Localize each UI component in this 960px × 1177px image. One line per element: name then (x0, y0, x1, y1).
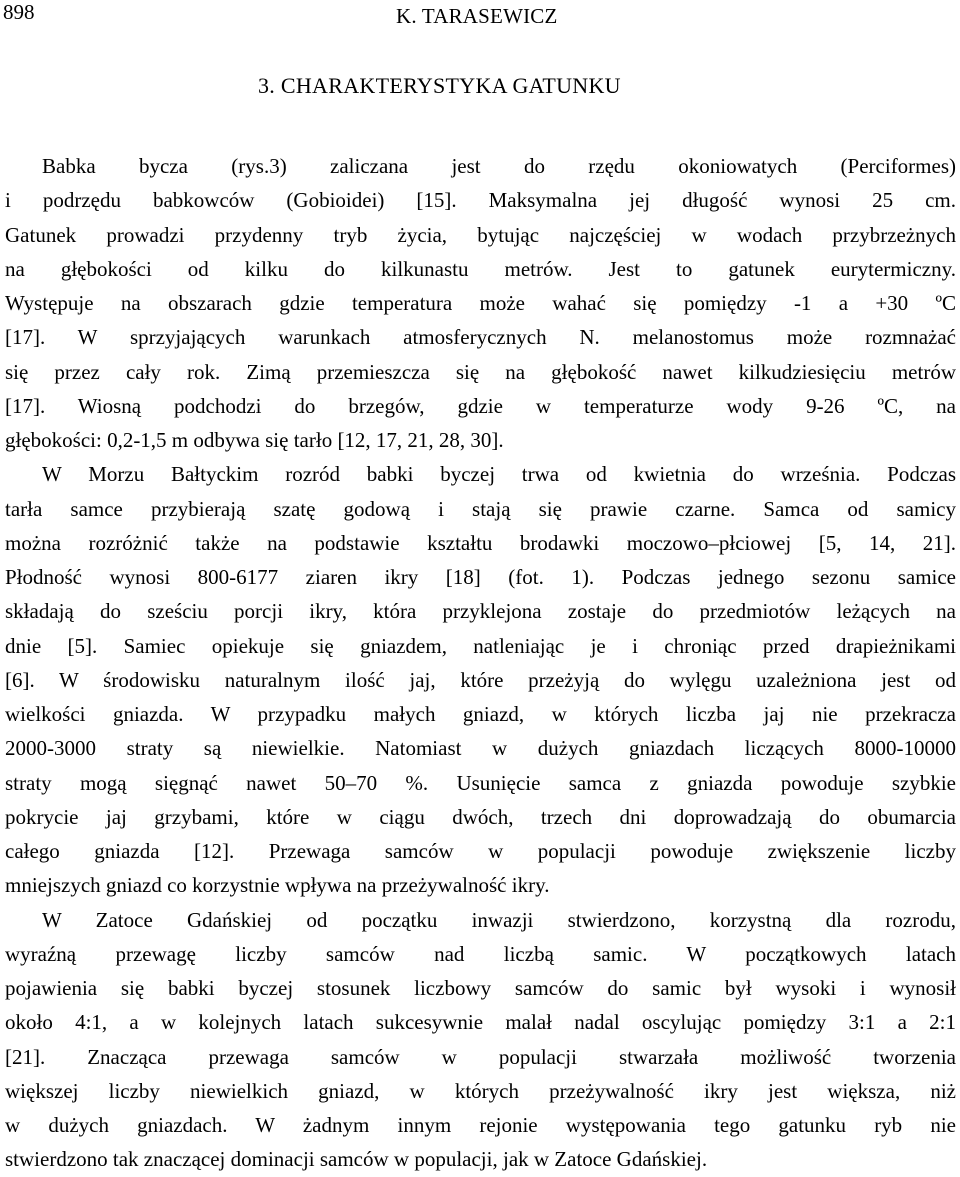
body-line: Występuje na obszarach gdzie temperatura może wahać się pomiędzy -1 a +30 ºC (5, 291, 956, 315)
body-line: i podrzędu babkowców (Gobioidei) [15]. Maksymalna jej długość wynosi 25 cm. (5, 188, 956, 213)
body-line: około 4:1, a w kolejnych latach sukcesywnie malał nadal oscylując pomiędzy 3:1 a 2:1 (5, 1010, 956, 1035)
body-line: tarła samce przybierają szatę godową i stają się prawie czarne. Samca od samicy (5, 496, 956, 521)
body-line: [17]. W sprzyjających warunkach atmosferycznych N. melanostomus może rozmnażać (5, 325, 956, 350)
body-line: się przez cały rok. Zimą przemieszcza się na głębokość nawet kilkudziesięciu metrów (5, 359, 956, 384)
body-line: na głębokości od kilku do kilkunastu metrów. Jest to gatunek eurytermiczny. (5, 256, 956, 281)
body-line: pojawienia się babki byczej stosunek liczbowy samców do samic był wysoki i wynosił (5, 976, 956, 1000)
page-number: 898 (3, 0, 35, 24)
body-line: w dużych gniazdach. W żadnym innym rejonie występowania tego gatunku ryb nie (5, 1113, 956, 1137)
body-text (5, 149, 956, 1177)
body-line: Płodność wynosi 800-6177 ziaren ikry [18] (fot. 1). Podczas jednego sezonu samice (5, 565, 956, 589)
body-line: stwierdzono tak znaczącej dominacji samców w populacji, jak w Zatoce Gdańskiej. (5, 1147, 708, 1172)
body-line: większej liczby niewielkich gniazd, w których przeżywalność ikry jest większa, niż (5, 1078, 956, 1103)
body-line: wielkości gniazda. W przypadku małych gniazd, w których liczba jaj nie przekracza (5, 702, 956, 726)
body-line: [6]. W środowisku naturalnym ilość jaj, które przeżyją do wylęgu uzależniona jest od (5, 667, 956, 692)
body-line: dnie [5]. Samiec opiekuje się gniazdem, natleniając je i chroniąc przed drapieżnikami (5, 633, 956, 658)
body-line: wyraźną przewagę liczby samców nad liczbą samic. W początkowych latach (5, 941, 956, 966)
body-line: W Zatoce Gdańskiej od początku inwazji stwierdzono, korzystną dla rozrodu, (42, 907, 956, 932)
body-line: całego gniazda [12]. Przewaga samców w populacji powoduje zwiększenie liczby (5, 839, 956, 863)
body-line: [17]. Wiosną podchodzi do brzegów, gdzie w temperaturze wody 9-26 ºC, na (5, 393, 956, 418)
body-line: W Morzu Bałtyckim rozród babki byczej trwa od kwietnia do września. Podczas (42, 462, 956, 487)
section-title: 3. CHARAKTERYSTYKA GATUNKU (258, 73, 621, 98)
body-line: 2000-3000 straty są niewielkie. Natomiast w dużych gniazdach liczących 8000-10000 (5, 736, 956, 761)
body-line: składają do sześciu porcji ikry, która przyklejona zostaje do przedmiotów leżących na (5, 599, 956, 624)
body-line: straty mogą sięgnąć nawet 50–70 %. Usunięcie samca z gniazda powoduje szybkie (5, 770, 956, 795)
body-line: głębokości: 0,2-1,5 m odbywa się tarło [12, 17, 21, 28, 30]. (5, 428, 504, 452)
body-line: można rozróżnić także na podstawie kształtu brodawki moczowo–płciowej [5, 14, 21]. (5, 530, 956, 555)
body-line: Babka bycza (rys.3) zaliczana jest do rzędu okoniowatych (Perciformes) (42, 154, 956, 178)
running-head: K. TARASEWICZ (396, 4, 558, 28)
body-line: [21]. Znacząca przewaga samców w populacji stwarzała możliwość tworzenia (5, 1044, 956, 1069)
body-line: mniejszych gniazd co korzystnie wpływa na przeżywalność ikry. (5, 873, 550, 898)
body-line: Gatunek prowadzi przydenny tryb życia, bytując najczęściej w wodach przybrzeżnych (5, 222, 956, 247)
body-line: pokrycie jaj grzybami, które w ciągu dwóch, trzech dni doprowadzają do obumarcia (5, 804, 956, 829)
